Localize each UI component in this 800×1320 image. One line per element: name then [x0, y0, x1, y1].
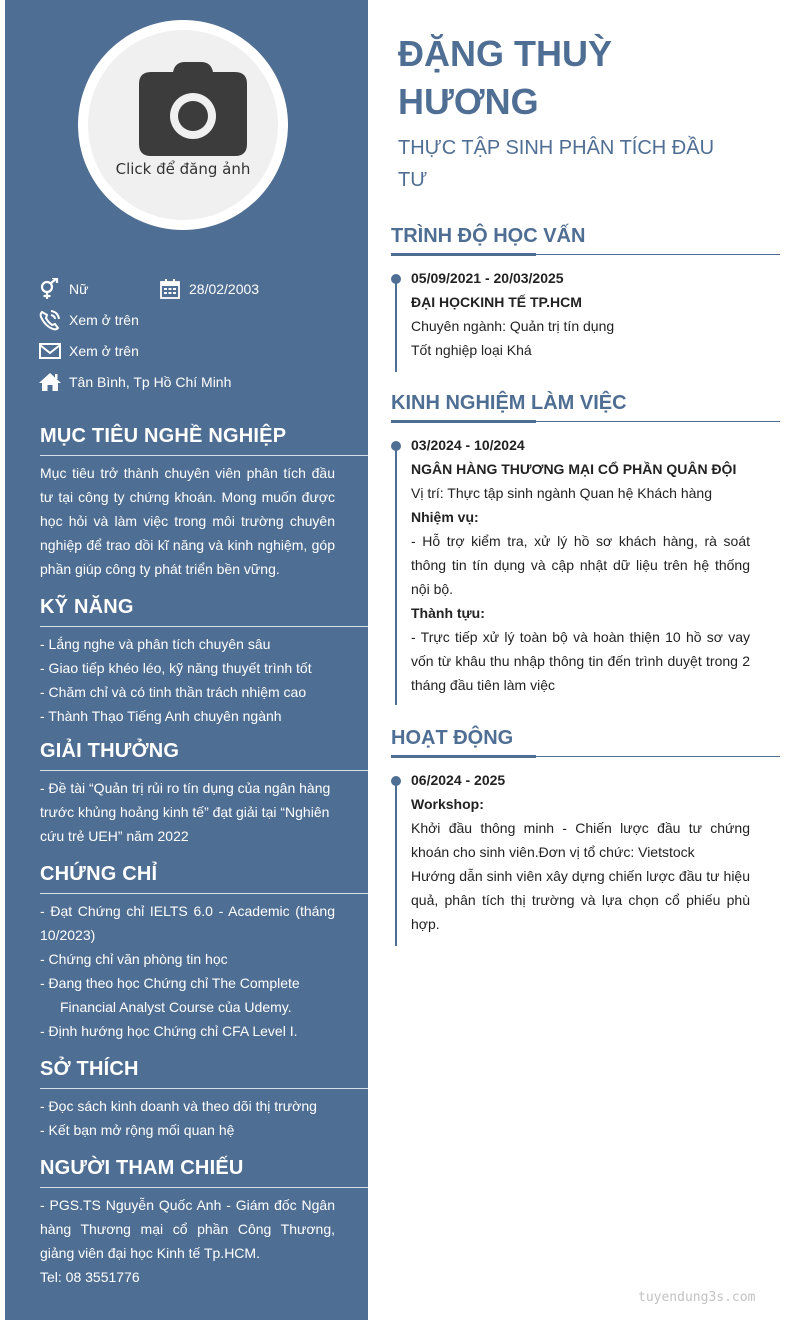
email-row: [39, 340, 139, 362]
name-line: HƯƠNG: [398, 81, 539, 122]
education-grade: Tốt nghiệp loại Khá: [411, 342, 532, 358]
address-row: [39, 371, 231, 393]
avatar-placeholder: [88, 30, 278, 220]
education-period: 05/09/2021 - 20/03/2025: [411, 270, 564, 286]
hobbies-heading: SỞ THÍCH: [40, 1058, 139, 1080]
gender-value: Nữ: [69, 281, 89, 297]
objective-heading: MỤC TIÊU NGHỀ NGHIỆP: [40, 425, 287, 447]
hobbies-divider: [40, 1088, 368, 1089]
avatar-upload[interactable]: [78, 20, 288, 230]
experience-timeline: [395, 443, 397, 705]
experience-timeline-dot: [391, 441, 401, 451]
references-block: [40, 1193, 335, 1289]
gender-icon: [39, 278, 61, 300]
reference-phone: Tel: 08 3551776: [40, 1269, 140, 1285]
role-line: TƯ: [398, 169, 428, 191]
certificate-item: - Định hướng học Chứng chỉ CFA Level I.: [40, 1023, 298, 1039]
activities-timeline-dot: [391, 776, 401, 786]
skill-item: - Giao tiếp khéo léo, kỹ năng thuyết trình tốt: [40, 660, 312, 676]
phone-value: Xem ở trên: [69, 312, 139, 328]
certificate-item-continued: Financial Analyst Course của Udemy.: [60, 999, 292, 1015]
avatar-caption: Click để đăng ảnh: [115, 160, 251, 178]
certificate-item: - Đạt Chứng chỉ IELTS 6.0 - Academic (tháng 10/2023): [40, 903, 335, 943]
candidate-role: [398, 132, 758, 196]
hobby-item: - Đọc sách kinh doanh và theo dõi thị trường: [40, 1098, 317, 1114]
experience-divider-accent: [391, 420, 536, 423]
education-timeline-dot: [391, 274, 401, 284]
birthdate-value: 28/02/2003: [189, 281, 260, 297]
education-major: Chuyên ngành: Quản trị tín dụng: [411, 318, 615, 334]
experience-position: Vị trí: Thực tập sinh ngành Quan hệ Khách hàng: [411, 485, 712, 501]
phone-row: [39, 309, 139, 331]
hobbies-list: [40, 1094, 335, 1142]
certificate-item: - Chứng chỉ văn phòng tin học: [40, 951, 228, 967]
experience-heading: KINH NGHIỆM LÀM VIỆC: [391, 392, 627, 414]
role-line: THỰC TẬP SINH PHÂN TÍCH ĐẦU: [398, 137, 715, 159]
envelope-icon: [39, 340, 61, 362]
experience-achievements-label: Thành tựu:: [411, 605, 485, 621]
skill-item: - Lắng nghe và phân tích chuyên sâu: [40, 636, 271, 652]
skills-list: [40, 632, 335, 728]
certificates-list: [40, 899, 335, 1043]
objective-divider: [40, 455, 368, 456]
experience-achievements: - Trực tiếp xử lý toàn bộ và hoàn thiện 10 hồ sơ vay vốn từ khâu thu nhập thông tin đến trình duyệt trong 2 tháng đầu tiên làm việc: [411, 629, 750, 693]
gender-row: [39, 278, 88, 300]
skill-item: - Thành Thạo Tiếng Anh chuyên ngành: [40, 708, 282, 724]
education-timeline: [395, 276, 397, 372]
reference-text: - PGS.TS Nguyễn Quốc Anh - Giám đốc Ngân hàng Thương mại cổ phần Công Thương, giảng viên đại học Kinh tế Tp.HCM.: [40, 1197, 335, 1261]
activities-period: 06/2024 - 2025: [411, 772, 506, 788]
objective-text: Mục tiêu trở thành chuyên viên phân tích đầu tư tại công ty chứng khoán. Mong muốn được học hỏi và làm việc trong môi trường chuyên nghiệp để trao dồi kĩ năng và kinh nghiệm, góp phần giúp công ty phát triển bền vững.: [40, 465, 335, 577]
education-divider-accent: [391, 253, 536, 256]
activities-divider-accent: [391, 755, 536, 758]
awards-text: - Đề tài “Quản trị rủi ro tín dụng của ngân hàng trước khủng hoảng kinh tế” đạt giải tại “Nghiên cứu trẻ UEH” năm 2022: [40, 780, 331, 844]
name-line: ĐẶNG THUỲ: [398, 33, 612, 74]
skills-heading: KỸ NĂNG: [40, 596, 134, 618]
references-divider: [40, 1187, 368, 1188]
camera-icon: [139, 62, 247, 156]
certificate-item: - Đang theo học Chứng chỉ The Complete: [40, 975, 300, 991]
education-entry: [411, 266, 750, 362]
activities-text: Hướng dẫn sinh viên xây dựng chiến lược đầu tư hiệu quả, phân tích thị trường và lựa chọn cổ phiếu phù hợp.: [411, 868, 750, 932]
experience-duties-label: Nhiệm vụ:: [411, 509, 479, 525]
experience-entry: [411, 433, 750, 697]
skills-divider: [40, 626, 368, 627]
activities-entry: [411, 768, 750, 936]
skill-item: - Chăm chỉ và có tinh thần trách nhiệm cao: [40, 684, 307, 700]
references-heading: NGƯỜI THAM CHIẾU: [40, 1157, 244, 1179]
education-heading: TRÌNH ĐỘ HỌC VẤN: [391, 225, 586, 247]
activities-timeline: [395, 778, 397, 946]
phone-icon: [39, 309, 61, 331]
activities-label: Workshop:: [411, 796, 484, 812]
address-value: Tân Bình, Tp Hồ Chí Minh: [69, 374, 232, 390]
awards-divider: [40, 770, 368, 771]
experience-duties: - Hỗ trợ kiểm tra, xử lý hồ sơ khách hàng, rà soát thông tin tín dụng và cập nhật dữ liệu trên hệ thống nội bộ.: [411, 533, 750, 597]
hobby-item: - Kết bạn mở rộng mối quan hệ: [40, 1122, 235, 1138]
calendar-icon: [159, 278, 181, 300]
education-school: ĐẠI HỌCKINH TẾ TP.HCM: [411, 294, 582, 310]
awards-heading: GIẢI THƯỞNG: [40, 740, 180, 762]
email-value: Xem ở trên: [69, 343, 139, 359]
activities-heading: HOẠT ĐỘNG: [391, 727, 514, 749]
activities-text: Khởi đầu thông minh - Chiến lược đầu tư chứng khoán cho sinh viên.Đơn vị tổ chức: Vietstock: [411, 820, 750, 860]
experience-period: 03/2024 - 10/2024: [411, 437, 525, 453]
sidebar: [5, 0, 368, 1320]
experience-company: NGÂN HÀNG THƯƠNG MẠI CỔ PHẦN QUÂN ĐỘI: [411, 461, 737, 477]
home-icon: [39, 371, 61, 393]
certificates-divider: [40, 893, 368, 894]
birthdate-row: [159, 278, 259, 300]
watermark: tuyendung3s.com: [638, 1290, 756, 1305]
candidate-name: [398, 30, 758, 126]
certificates-heading: CHỨNG CHỈ: [40, 863, 158, 885]
